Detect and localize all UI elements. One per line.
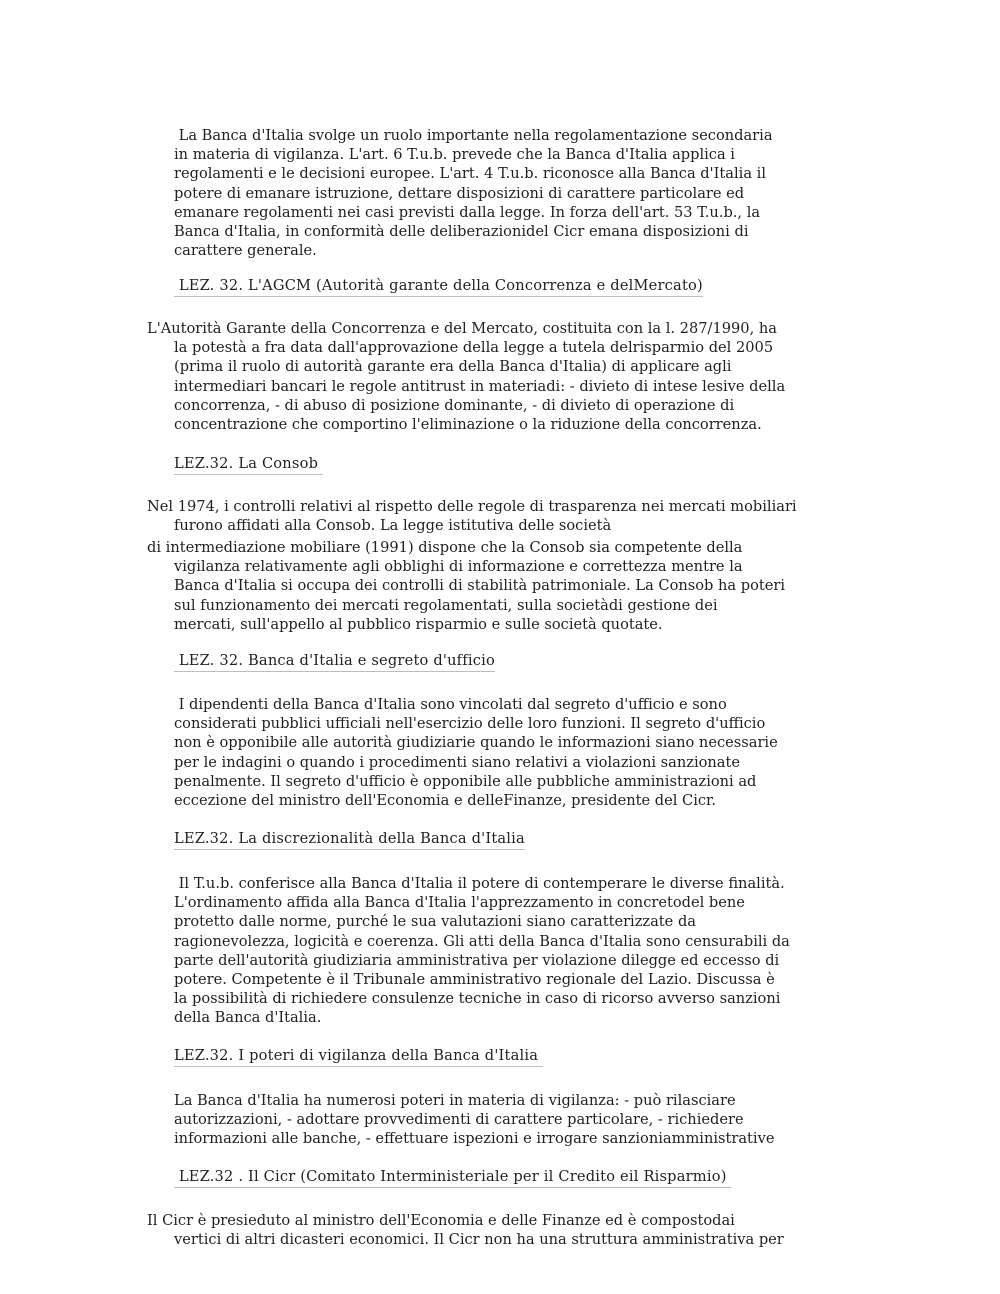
text-line: non è opponibile alle autorità giudiziarie quando le informazioni siano necessarie [174, 734, 778, 752]
text-line: la possibilità di richiedere consulenze tecniche in caso di ricorso avverso sanzioni [174, 990, 781, 1008]
text-line: emanare regolamenti nei casi previsti dalla legge. In forza dell'art. 53 T.u.b., la [174, 203, 761, 221]
text-line: per le indagini o quando i procedimenti siano relativi a violazioni sanzionate [174, 753, 740, 771]
text-line: regolamenti e le decisioni europee. L'art. 4 T.u.b. riconosce alla Banca d'Italia il [174, 165, 766, 183]
text-line: concentrazione che comportino l'eliminazione o la riduzione della concorrenza. [174, 416, 762, 434]
text-line: furono affidati alla Consob. La legge istitutiva delle società [174, 517, 612, 535]
text-line: vertici di altri dicasteri economici. Il Cicr non ha una struttura amministrativa per [174, 1231, 784, 1249]
text-line-first: Il Cicr è presieduto al ministro dell'Economia e delle Finanze ed è compostodai [147, 1212, 735, 1229]
section-heading-segreto: LEZ. 32. Banca d'Italia e segreto d'ufficio [174, 651, 495, 672]
text-line: carattere generale. [174, 242, 317, 260]
text-line: in materia di vigilanza. L'art. 6 T.u.b. prevede che la Banca d'Italia applica i [174, 146, 735, 164]
section-heading-poteri: LEZ.32. I poteri di vigilanza della Banca d'Italia [174, 1046, 543, 1067]
paragraph-consob-1 [147, 497, 797, 535]
text-line: Il T.u.b. conferisce alla Banca d'Italia il potere di contemperare le diverse finalità. [174, 875, 785, 892]
paragraph-regolamentazione [174, 126, 773, 260]
text-line: considerati pubblici ufficiali nell'esercizio delle loro funzioni. Il segreto d'ufficio [174, 715, 766, 733]
paragraph-segreto [174, 695, 778, 810]
text-line: ragionevolezza, logicità e coerenza. Gli atti della Banca d'Italia sono censurabili da [174, 932, 790, 950]
paragraph-agcm [147, 319, 785, 434]
text-line: della Banca d'Italia. [174, 1009, 322, 1027]
text-line-first: di intermediazione mobiliare (1991) dispone che la Consob sia competente della [147, 539, 743, 556]
paragraph-cicr [147, 1211, 784, 1249]
text-line: (prima il ruolo di autorità garante era della Banca d'Italia) di applicare agli [174, 358, 732, 376]
text-line: concorrenza, - di abuso di posizione dominante, - di divieto di operazione di [174, 396, 735, 414]
text-line: la potestà a fra data dall'approvazione della legge a tutela delrisparmio del 2005 [174, 339, 774, 357]
text-line: parte dell'autorità giudiziaria amministrativa per violazione dilegge ed eccesso di [174, 951, 780, 969]
section-heading-agcm: LEZ. 32. L'AGCM (Autorità garante della Concorrenza e delMercato) [174, 276, 703, 297]
text-line: mercati, sull'appello al pubblico risparmio e sulle società quotate. [174, 615, 663, 633]
section-heading-cicr: LEZ.32 . Il Cicr (Comitato Interministeriale per il Credito eil Risparmio) [174, 1167, 731, 1188]
text-line: protetto dalle norme, purché le sua valutazioni siano caratterizzate da [174, 913, 696, 931]
text-line: eccezione del ministro dell'Economia e delleFinanze, presidente del Cicr. [174, 792, 717, 810]
text-line: Banca d'Italia si occupa dei controlli di stabilità patrimoniale. La Consob ha poteri [174, 577, 786, 595]
section-heading-discrezionalita: LEZ.32. La discrezionalità della Banca d'Italia [174, 829, 525, 850]
text-line: La Banca d'Italia svolge un ruolo importante nella regolamentazione secondaria [174, 127, 773, 144]
text-line: potere di emanare istruzione, dettare disposizioni di carattere particolare ed [174, 184, 745, 202]
text-line: informazioni alle banche, - effettuare ispezioni e irrogare sanzioniamministrative [174, 1130, 775, 1148]
text-line: autorizzazioni, - adottare provvedimenti di carattere particolare, - richiedere [174, 1111, 744, 1129]
paragraph-consob-2 [147, 538, 785, 634]
text-line: La Banca d'Italia ha numerosi poteri in materia di vigilanza: - può rilasciare [174, 1092, 736, 1109]
text-line: potere. Competente è il Tribunale amministrativo regionale del Lazio. Discussa è [174, 971, 775, 989]
text-line-first: Nel 1974, i controlli relativi al rispetto delle regole di trasparenza nei mercati mobiliari [147, 498, 797, 515]
text-line: intermediari bancari le regole antitrust in materiadi: - divieto di intese lesive della [174, 377, 786, 395]
text-line: vigilanza relativamente agli obblighi di informazione e correttezza mentre la [174, 558, 743, 576]
paragraph-discrezionalita [174, 874, 790, 1028]
text-line: L'ordinamento affida alla Banca d'Italia l'apprezzamento in concretodel bene [174, 894, 745, 912]
section-heading-consob: LEZ.32. La Consob [174, 454, 323, 475]
text-line: sul funzionamento dei mercati regolamentati, sulla societàdi gestione dei [174, 596, 718, 614]
text-line-first: L'Autorità Garante della Concorrenza e del Mercato, costituita con la l. 287/1990, ha [147, 320, 777, 337]
text-line: penalmente. Il segreto d'ufficio è opponibile alle pubbliche amministrazioni ad [174, 772, 757, 790]
paragraph-poteri [174, 1091, 774, 1149]
text-line: Banca d'Italia, in conformità delle deliberazionidel Cicr emana disposizioni di [174, 223, 749, 241]
text-line: I dipendenti della Banca d'Italia sono vincolati dal segreto d'ufficio e sono [174, 696, 727, 713]
